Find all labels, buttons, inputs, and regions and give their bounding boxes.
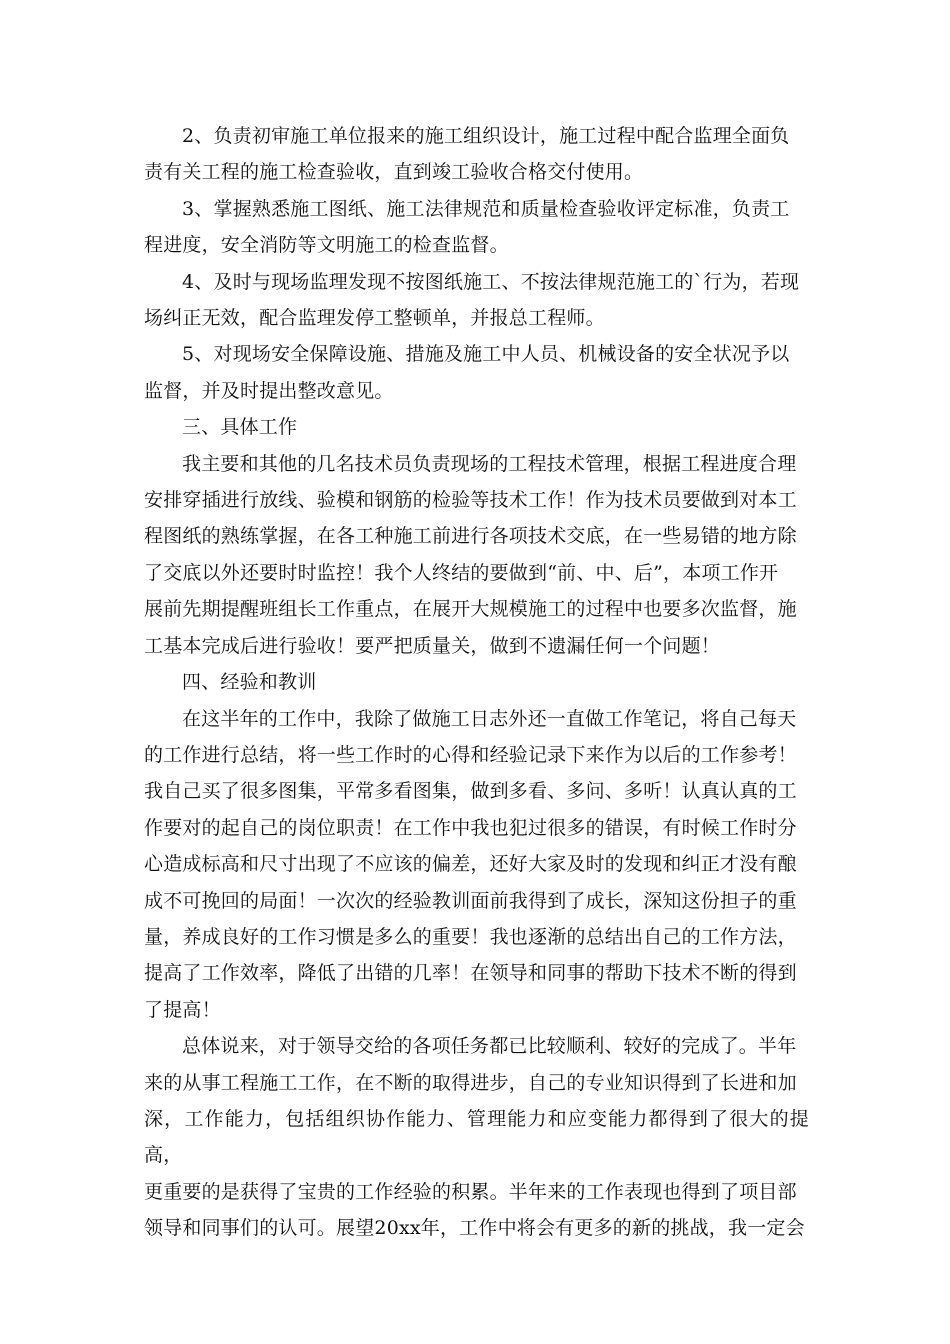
text-line: 监督，并及时提出整改意见。 [144, 379, 394, 402]
text-line: 程图纸的熟练掌握，在各工种施工前进行各项技术交底，在一些易错的地方除 [144, 525, 797, 548]
paragraph [144, 1028, 809, 1246]
text-line: 场纠正无效，配合监理发停工整顿单，并报总工程师。 [144, 307, 605, 330]
text-line: 更重要的是获得了宝贵的工作经验的积累。半年来的工作表现也得到了项目部 [144, 1180, 797, 1203]
text-line: 安排穿插进行放线、验模和钢筋的检验等技术工作！作为技术员要做到对本工 [144, 489, 797, 512]
section-heading [144, 664, 809, 700]
paragraph [144, 336, 809, 409]
text-line: 了交底以外还要时时监控！我个人终结的要做到“前、中、后”，本项工作开 [144, 561, 779, 584]
text-line: 心造成标高和尺寸出现了不应该的偏差，还好大家及时的发现和纠正才没有酿 [144, 853, 797, 876]
text-line: 深，工作能力，包括组织协作能力、管理能力和应变能力都得到了很大的提高， [144, 1107, 809, 1167]
text-line: 领导和同事们的认可。展望20xx年，工作中将会有更多的新的挑战，我一定会 [144, 1217, 805, 1240]
text-line: 了提高！ [144, 998, 221, 1021]
text-line: 来的从事工程施工工作，在不断的取得进步，自己的专业知识得到了长进和加 [144, 1071, 797, 1094]
text-line: 的工作进行总结，将一些工作时的心得和经验记录下来作为以后的工作参考！ [144, 743, 797, 766]
text-line: 程进度，安全消防等文明施工的检查监督。 [144, 234, 509, 257]
text-line: 四、经验和教训 [182, 671, 317, 694]
text-line: 展前先期提醒班组长工作重点，在展开大规模施工的过程中也要多次监督，施 [144, 598, 797, 621]
text-line: 2、负责初审施工单位报来的施工组织设计，施工过程中配合监理全面负 [182, 125, 790, 147]
text-line: 作要对的起自己的岗位职责！在工作中我也犯过很多的错误，有时候工作时分 [144, 816, 797, 839]
document-body [144, 118, 809, 1247]
paragraph [144, 446, 809, 664]
text-line: 责有关工程的施工检查验收，直到竣工验收合格交付使用。 [144, 161, 644, 184]
text-line: 工基本完成后进行验收！要严把质量关，做到不遗漏任何一个问题！ [144, 634, 721, 657]
paragraph [144, 701, 809, 1029]
text-line: 在这半年的工作中，我除了做施工日志外还一直做工作笔记，将自己每天 [182, 707, 797, 730]
paragraph [144, 118, 809, 191]
text-line: 三、具体工作 [182, 416, 298, 439]
text-line: 4、及时与现场监理发现不按图纸施工、不按法律规范施工的`行为，若现 [182, 270, 800, 293]
section-heading [144, 409, 809, 445]
text-line: 量，养成良好的工作习惯是多么的重要！我也逐渐的总结出自己的工作方法， [144, 925, 797, 948]
text-line: 5、对现场安全保障设施、措施及施工中人员、机械设备的安全状况予以 [182, 343, 790, 366]
text-line: 我主要和其他的几名技术员负责现场的工程技术管理，根据工程进度合理 [182, 452, 797, 475]
text-line: 我自己买了很多图集，平常多看图集，做到多看、多问、多听！认真认真的工 [144, 780, 797, 803]
text-line: 成不可挽回的局面！一次次的经验教训面前我得到了成长，深知这份担子的重 [144, 889, 797, 912]
text-line: 3、掌握熟悉施工图纸、施工法律规范和质量检查验收评定标准，负责工 [182, 197, 790, 220]
paragraph [144, 191, 809, 264]
paragraph [144, 264, 809, 337]
text-line: 总体说来，对于领导交给的各项任务都已比较顺利、较好的完成了。半年 [182, 1035, 797, 1058]
text-line: 提高了工作效率，降低了出错的几率！在领导和同事的帮助下技术不断的得到 [144, 962, 797, 985]
